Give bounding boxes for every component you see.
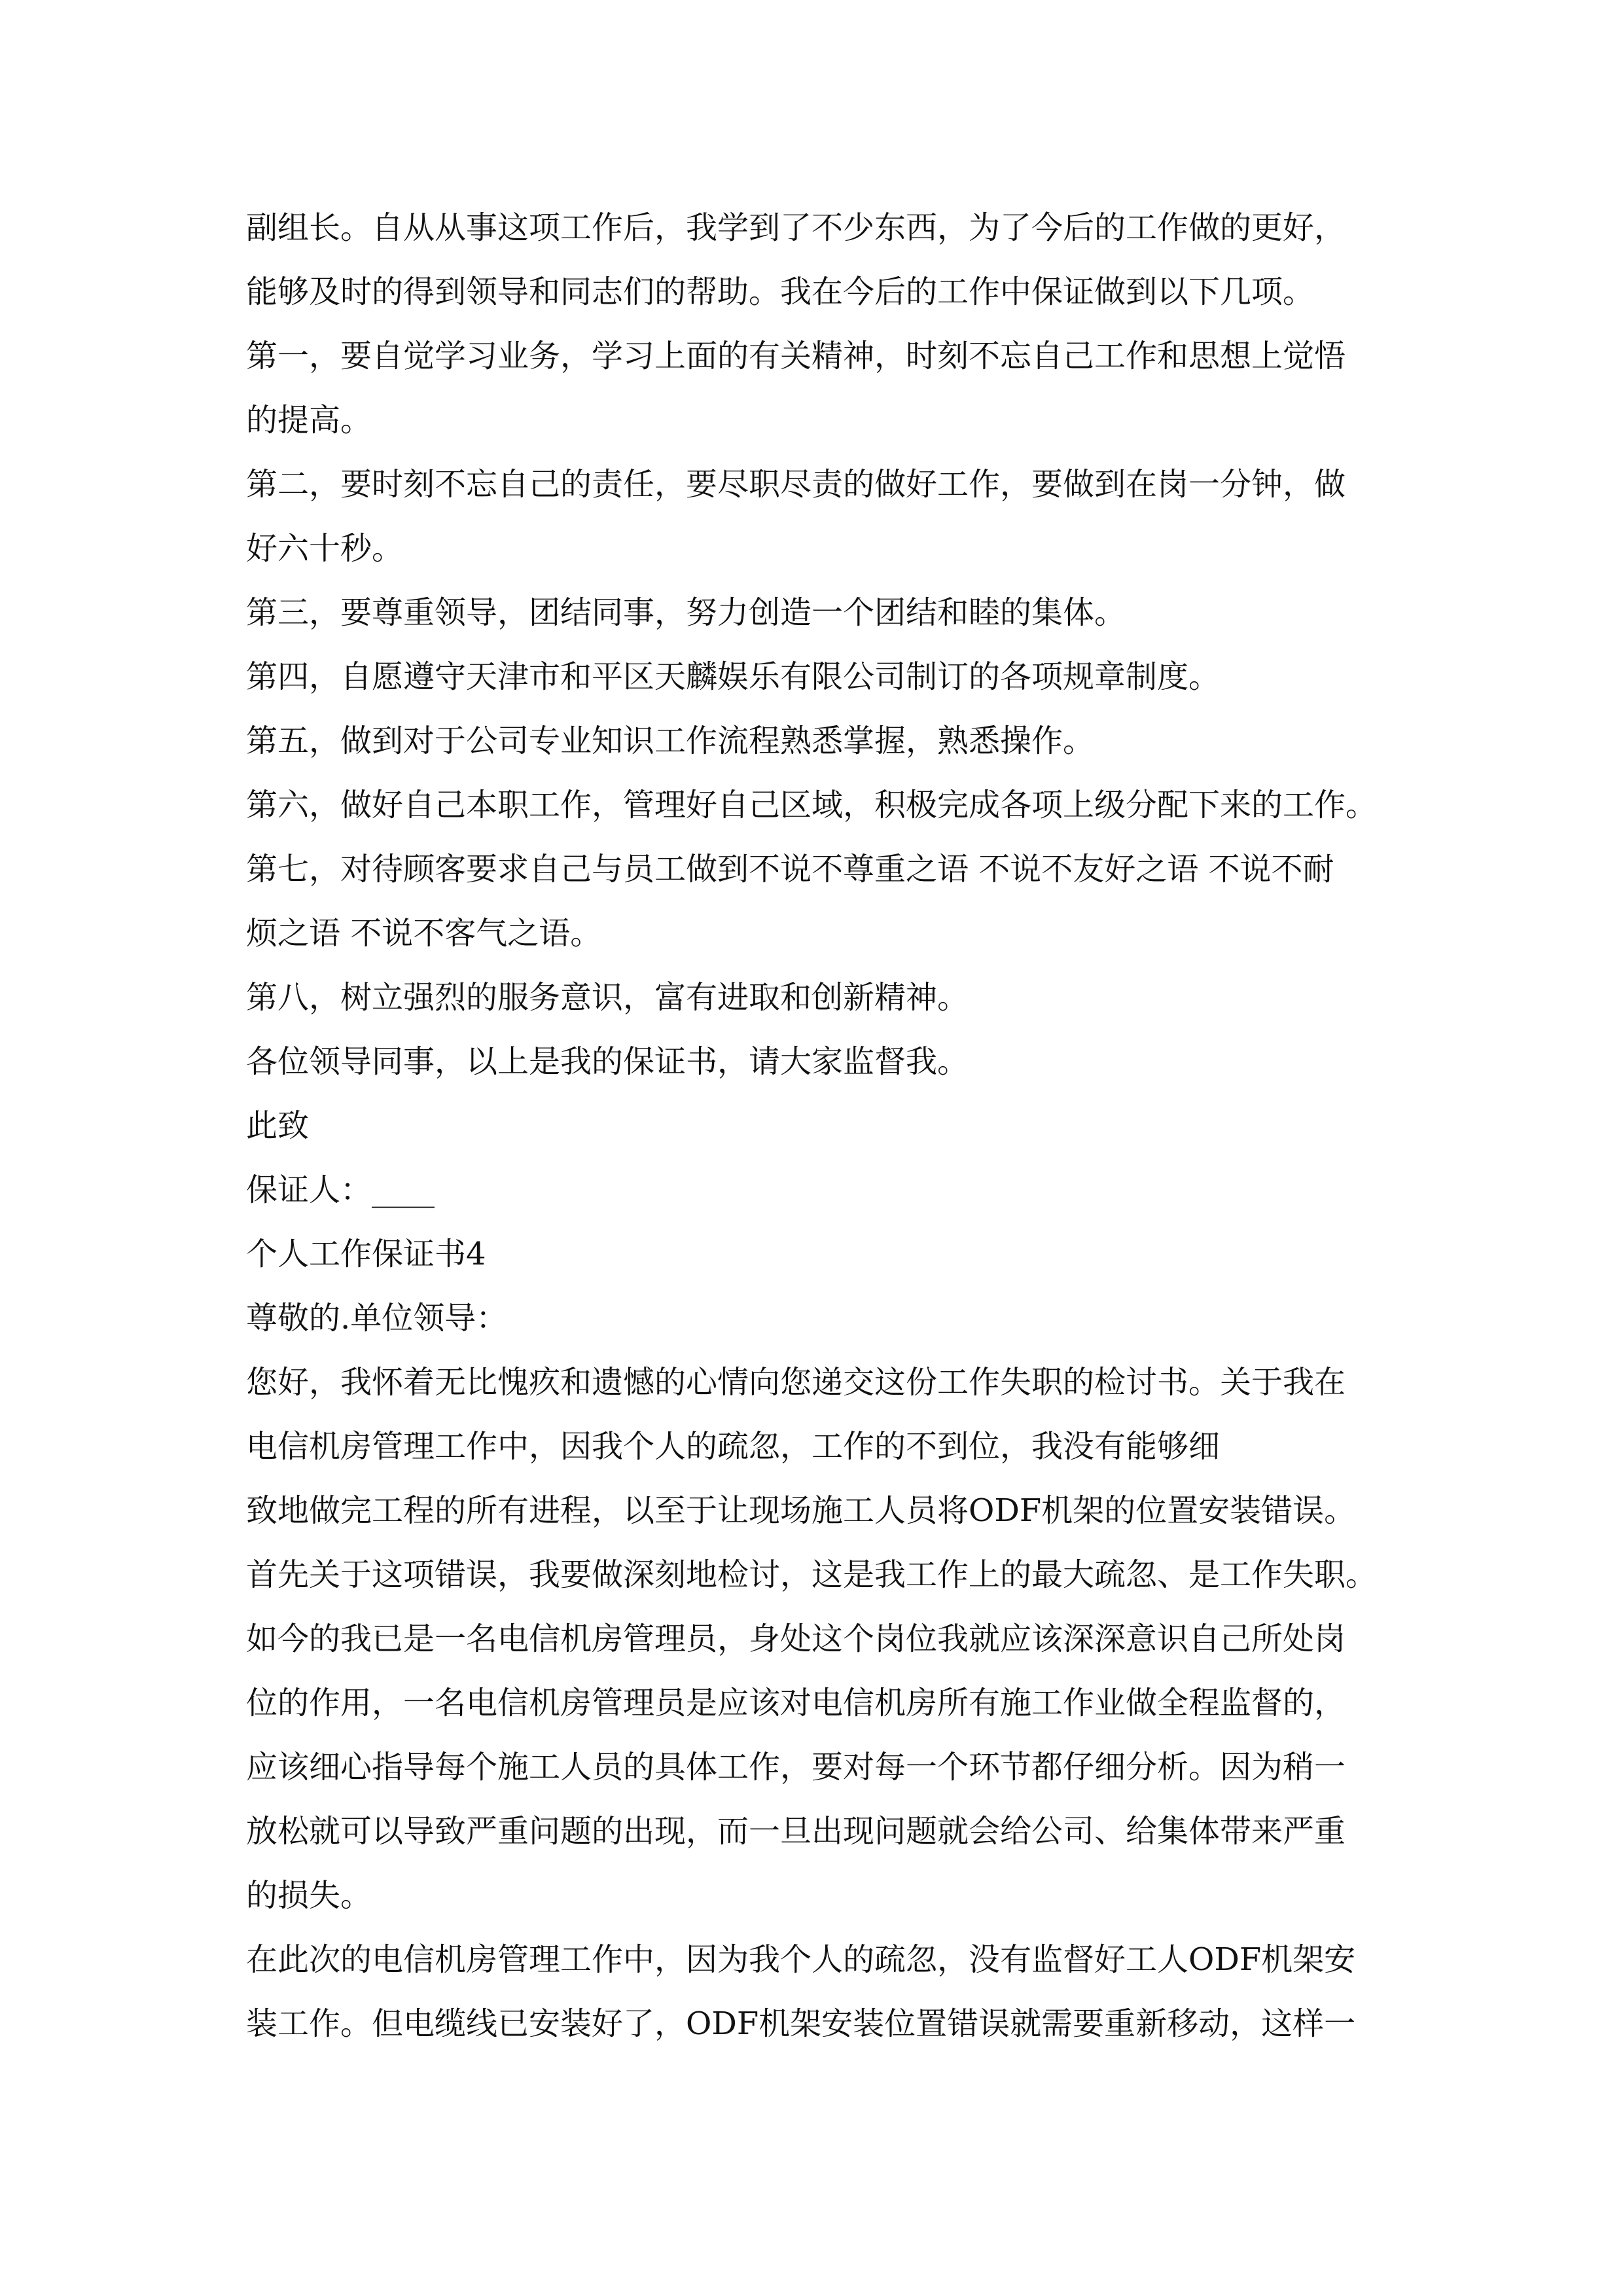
text-line: 在此次的电信机房管理工作中，因为我个人的疏忽，没有监督好工人ODF机架安 xyxy=(246,1941,1356,1978)
text-line: 烦之语 不说不客气之语。 xyxy=(246,915,602,952)
text-line: 第六，做好自己本职工作，管理好自己区域，积极完成各项上级分配下来的工作。 xyxy=(246,787,1378,823)
text-line: 第五，做到对于公司专业知识工作流程熟悉掌握，熟悉操作。 xyxy=(246,723,1095,759)
text-line: 位的作用，一名电信机房管理员是应该对电信机房所有施工作业做全程监督的， xyxy=(246,1685,1346,1721)
text-line: 能够及时的得到领导和同志们的帮助。我在今后的工作中保证做到以下几项。 xyxy=(246,274,1315,310)
text-line: 副组长。自从从事这项工作后，我学到了不少东西，为了今后的工作做的更好， xyxy=(246,209,1346,246)
text-line: 的损失。 xyxy=(246,1877,372,1914)
text-line: 好六十秒。 xyxy=(246,530,404,567)
text-line: 您好，我怀着无比愧疚和遗憾的心情向您递交这份工作失职的检讨书。关于我在 xyxy=(246,1364,1346,1401)
text-line: 各位领导同事，以上是我的保证书，请大家监督我。 xyxy=(246,1043,969,1080)
text-line: 放松就可以导致严重问题的出现，而一旦出现问题就会给公司、给集体带来严重 xyxy=(246,1813,1346,1850)
text-line: 的提高。 xyxy=(246,402,372,439)
section-title: 个人工作保证书4 xyxy=(246,1236,486,1272)
text-line: 致地做完工程的所有进程，以至于让现场施工人员将ODF机架的位置安装错误。 xyxy=(246,1492,1356,1529)
signature-line: 保证人：____ xyxy=(246,1172,435,1208)
text-line: 第一，要自觉学习业务，学习上面的有关精神，时刻不忘自己工作和思想上觉悟 xyxy=(246,338,1346,374)
text-line: 第二，要时刻不忘自己的责任，要尽职尽责的做好工作，要做到在岗一分钟，做 xyxy=(246,466,1346,503)
text-line: 第四，自愿遵守天津市和平区天麟娱乐有限公司制订的各项规章制度。 xyxy=(246,658,1221,695)
text-line: 应该细心指导每个施工人员的具体工作，要对每一个环节都仔细分析。因为稍一 xyxy=(246,1749,1346,1785)
text-line: 此致 xyxy=(246,1107,310,1144)
text-line: 电信机房管理工作中，因我个人的疏忽，工作的不到位，我没有能够细 xyxy=(246,1428,1221,1465)
salutation: 尊敬的.单位领导： xyxy=(246,1300,508,1336)
text-line: 首先关于这项错误，我要做深刻地检讨，这是我工作上的最大疏忽、是工作失职。 xyxy=(246,1556,1378,1593)
text-line: 如今的我已是一名电信机房管理员，身处这个岗位我就应该深深意识自己所处岗 xyxy=(246,1621,1346,1657)
text-line: 第八，树立强烈的服务意识，富有进取和创新精神。 xyxy=(246,979,969,1016)
text-line: 第三，要尊重领导，团结同事，努力创造一个团结和睦的集体。 xyxy=(246,594,1126,631)
text-line: 装工作。但电缆线已安装好了，ODF机架安装位置错误就需要重新移动，这样一 xyxy=(246,2005,1356,2042)
text-line: 第七，对待顾客要求自己与员工做到不说不尊重之语 不说不友好之语 不说不耐 xyxy=(246,851,1334,888)
